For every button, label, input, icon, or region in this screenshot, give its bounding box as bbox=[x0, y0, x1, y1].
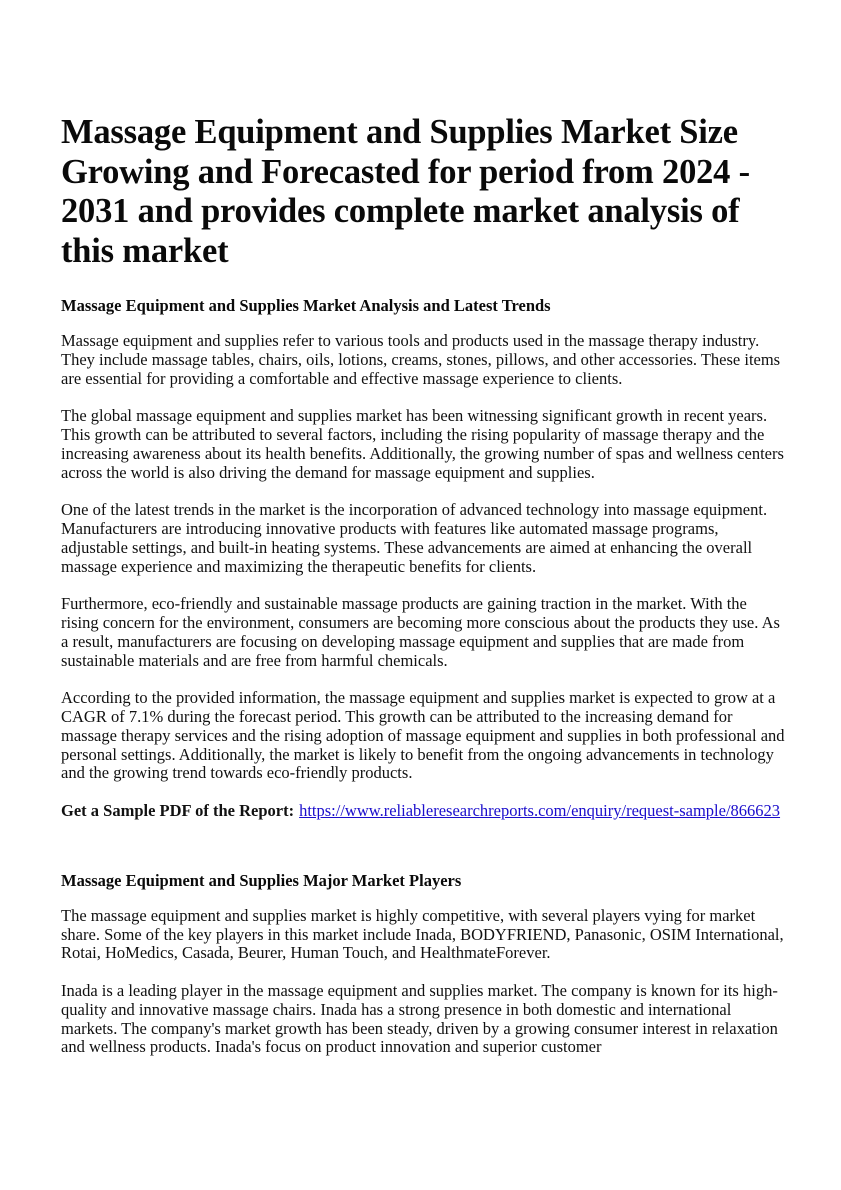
paragraph-definition: Massage equipment and supplies refer to various tools and products used in the massage therapy industry. They include massage tables, chairs, oils, lotions, creams, stones, pillows, and other accessories. These items are essential for providing a comfortable and effective massage experience to clients. bbox=[61, 331, 781, 388]
paragraph-inada-profile: Inada is a leading player in the massage equipment and supplies market. The company is known for its high-quality and innovative massage chairs. Inada has a strong presence in both domestic and international markets. The company's market growth has been steady, driven by a growing consumer interest in relaxation and wellness products. Inada's focus on product innovation and superior customer bbox=[61, 980, 778, 1057]
paragraph-technology-trend: One of the latest trends in the market is the incorporation of advanced technology into massage equipment. Manufacturers are introducing innovative products with features like automated massage programs, adjustable settings, and built-in heating systems. These advancements are aimed at enhancing the overall massage experience and maximizing the therapeutic benefits for clients. bbox=[61, 500, 768, 576]
paragraph-eco-friendly-trend: Furthermore, eco-friendly and sustainable massage products are gaining traction in the market. With the rising concern for the environment, consumers are becoming more conscious about the products they use. As a result, manufacturers are focusing on developing massage equipment and supplies that are made from sustainable materials and are free from harmful chemicals. bbox=[61, 594, 780, 670]
sample-pdf-line bbox=[61, 802, 786, 821]
paragraph-competitive-landscape: The massage equipment and supplies market is highly competitive, with several players vying for market share. Some of the key players in this market include Inada, BODYFRIEND, Panasonic, OSIM International, Rotai, HoMedics, Casada, Beurer, Human Touch, and HealthmateForever. bbox=[61, 905, 784, 963]
document-title: Massage Equipment and Supplies Market Size Growing and Forecasted for period from 2024 - 2031 and provides complete market analysis of this market bbox=[61, 113, 750, 270]
paragraph-market-growth: The global massage equipment and supplies market has been witnessing significant growth in recent years. This growth can be attributed to several factors, including the rising popularity of massage therapy and the increasing awareness about its health benefits. Additionally, the growing number of spas and wellness centers across the world is also driving the demand for massage equipment and supplies. bbox=[61, 406, 784, 482]
sample-pdf-link[interactable]: https://www.reliableresearchreports.com/enquiry/request-sample/866623 bbox=[299, 800, 781, 820]
section-heading-analysis-trends: Massage Equipment and Supplies Market Analysis and Latest Trends bbox=[61, 296, 551, 315]
paragraph-cagr-forecast: According to the provided information, the massage equipment and supplies market is expected to grow at a CAGR of 7.1% during the forecast period. This growth can be attributed to the increasing demand for massage therapy services and the rising adoption of massage equipment and supplies in both professional and personal settings. Additionally, the market is likely to benefit from the ongoing advancements in technology and the growing trend towards eco-friendly products. bbox=[61, 688, 785, 783]
sample-pdf-label: Get a Sample PDF of the Report: bbox=[61, 800, 295, 820]
document-page bbox=[61, 113, 786, 1057]
section-heading-major-players: Massage Equipment and Supplies Major Market Players bbox=[61, 870, 462, 890]
